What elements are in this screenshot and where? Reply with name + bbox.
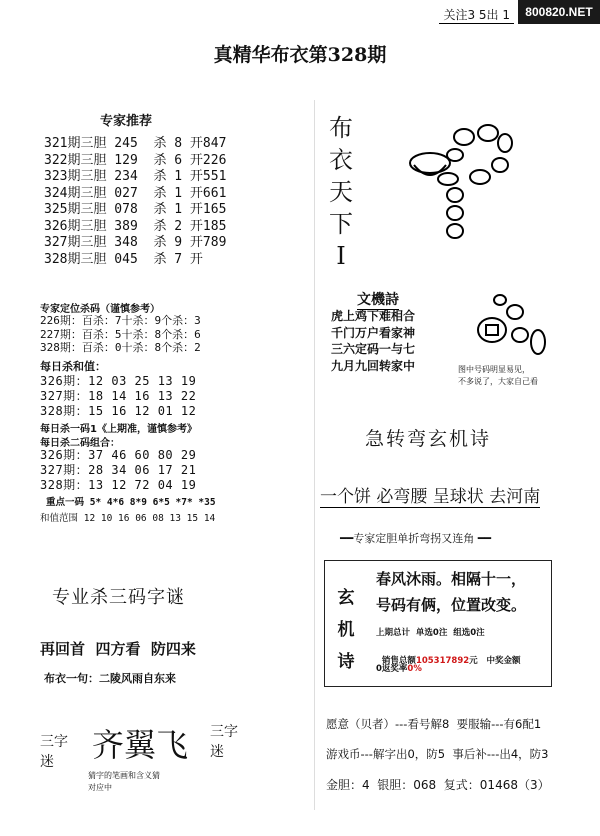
position-kill-row: 227期：百杀：5十杀：8个杀：6 — [40, 327, 201, 341]
sales-amount: 105317892 — [415, 656, 470, 666]
expert-heading: 专家推荐 — [100, 114, 153, 129]
riddle-line2: 布衣一句：二陵风雨自东来 — [44, 672, 176, 685]
position-kill-list — [40, 314, 201, 355]
riddle-note2: 对应中 — [88, 783, 112, 792]
expert-row: 324期三胆 027 杀 1 开661 — [44, 185, 227, 201]
bottom-line1: 愿意（贝者）---看号解8 要服输---有6配1 — [326, 717, 542, 731]
wenji-caption2: 不多说了，大家自己看 — [458, 377, 538, 386]
buyi-char: 天 — [329, 178, 353, 206]
daily-one-row: 326期：37 46 60 80 29 — [40, 448, 197, 462]
buyi-char: 衣 — [329, 146, 353, 174]
wenji-heading: 文機詩 — [357, 289, 399, 310]
position-kill-row: 328期：百杀：0十杀：8个杀：2 — [40, 341, 201, 354]
xuanji-char: 玄 — [337, 588, 355, 608]
wenji-lines — [331, 308, 415, 374]
daily-sum-heading: 每日杀和值： — [40, 360, 106, 373]
wenji-caption1: 图中号码明显易见， — [458, 365, 530, 374]
position-kill-row: 226期：百杀：7十杀：9个杀：3 — [40, 314, 201, 327]
expert-list — [44, 136, 226, 268]
expert-row: 323期三胆 234 杀 1 开551 — [44, 169, 227, 184]
expert-row: 322期三胆 129 杀 6 开226 — [44, 152, 227, 168]
daily-sum-row: 328期：15 16 12 01 12 — [40, 404, 197, 418]
xuanji-stats1: 上期总计 单选0注 组选0注 — [376, 628, 485, 638]
ingot-drawing — [400, 115, 550, 245]
xuanji-char: 诗 — [337, 652, 355, 672]
daily-sum-list — [40, 374, 196, 419]
sum-range: 和值范围 12 10 16 06 08 13 15 14 — [40, 513, 216, 524]
xuanji-stats3 — [376, 662, 422, 674]
riddle-note1: 猜字的笔画和含义猜 — [88, 771, 160, 780]
xuanji-line2: 号码有俩，位置改变。 — [376, 596, 527, 614]
riddle-big-text: 齐翼飞 — [92, 726, 189, 764]
wenji-line: 虎上鸡下难相合 — [331, 309, 416, 323]
wenji-line: 千门万户看家神 — [331, 325, 416, 340]
daily-sum-row: 326期：12 03 25 13 19 — [40, 374, 197, 388]
column-divider — [314, 100, 315, 810]
expert-row: 325期三胆 078 杀 1 开165 — [44, 202, 227, 217]
position-kill-heading: 专家定位杀码（谨慎参考） — [40, 304, 160, 315]
buyi-char: 下 — [329, 210, 353, 238]
coin-drawing — [470, 290, 550, 360]
bottom-line3: 金胆：4 银胆：068 复式：01468（3） — [326, 778, 550, 792]
xuanji-char: 机 — [337, 620, 355, 640]
prize-label: 元 中奖金额 — [469, 656, 521, 666]
expert-row: 326期三胆 389 杀 2 开185 — [44, 218, 227, 234]
poem-line: 一个饼 必弯腰 呈球状 去河南 — [320, 482, 540, 508]
expert-row: 327期三胆 348 杀 9 开789 — [44, 235, 227, 250]
bottom-line2: 游戏币---解字出0，防5 事后补---出4，防3 — [326, 747, 549, 761]
xuanji-vertical — [336, 582, 356, 678]
wenji-line: 九月九回转家中 — [331, 358, 416, 373]
key-kill: 重点一码 5* 4*6 8*9 6*5 *7* *35 — [46, 497, 216, 508]
buyi-char: 布 — [329, 114, 353, 142]
watermark-logo: 800820.NET — [518, 0, 600, 24]
daily-one-row: 328期：13 12 72 04 19 — [40, 478, 197, 492]
poem-divider: ━━专家定胆单折弯拐又连角 ━━ — [340, 532, 491, 545]
page-title: 真精华布衣第328期 — [213, 44, 387, 66]
daily-one-heading: 每日杀一码1《上期准，谨慎参考》 — [40, 424, 197, 435]
riddle-heading: 专业杀三码字谜 — [52, 587, 185, 608]
xuanji-line1: 春风沐雨。相隔十一， — [376, 570, 527, 588]
expert-row: 328期三胆 045 杀 7 开 — [44, 251, 203, 267]
wenji-line: 三六定码一与七 — [331, 342, 416, 356]
daily-two-heading: 每日杀二码组合： — [40, 438, 120, 449]
expert-row: 321期三胆 245 杀 8 开847 — [44, 136, 227, 151]
poem-heading: 急转弯玄机诗 — [365, 428, 492, 450]
riddle-left-label: 三字 迷 — [40, 734, 68, 770]
return-rate: 0% — [407, 664, 422, 674]
buyi-vertical — [326, 112, 356, 272]
riddle-right-label: 三字 迷 — [210, 724, 238, 760]
daily-sum-row: 327期：18 14 16 13 22 — [40, 389, 197, 403]
riddle-line1: 再回首 四方看 防四来 — [40, 640, 196, 658]
daily-one-list — [40, 448, 196, 493]
sales-label: 销售总额 — [381, 656, 416, 666]
daily-one-row: 327期：28 34 06 17 21 — [40, 463, 197, 477]
return-label: 0返奖率 — [376, 664, 408, 674]
follow-text: 关注3 5出 1 — [439, 6, 514, 24]
buyi-char: I — [336, 242, 346, 270]
